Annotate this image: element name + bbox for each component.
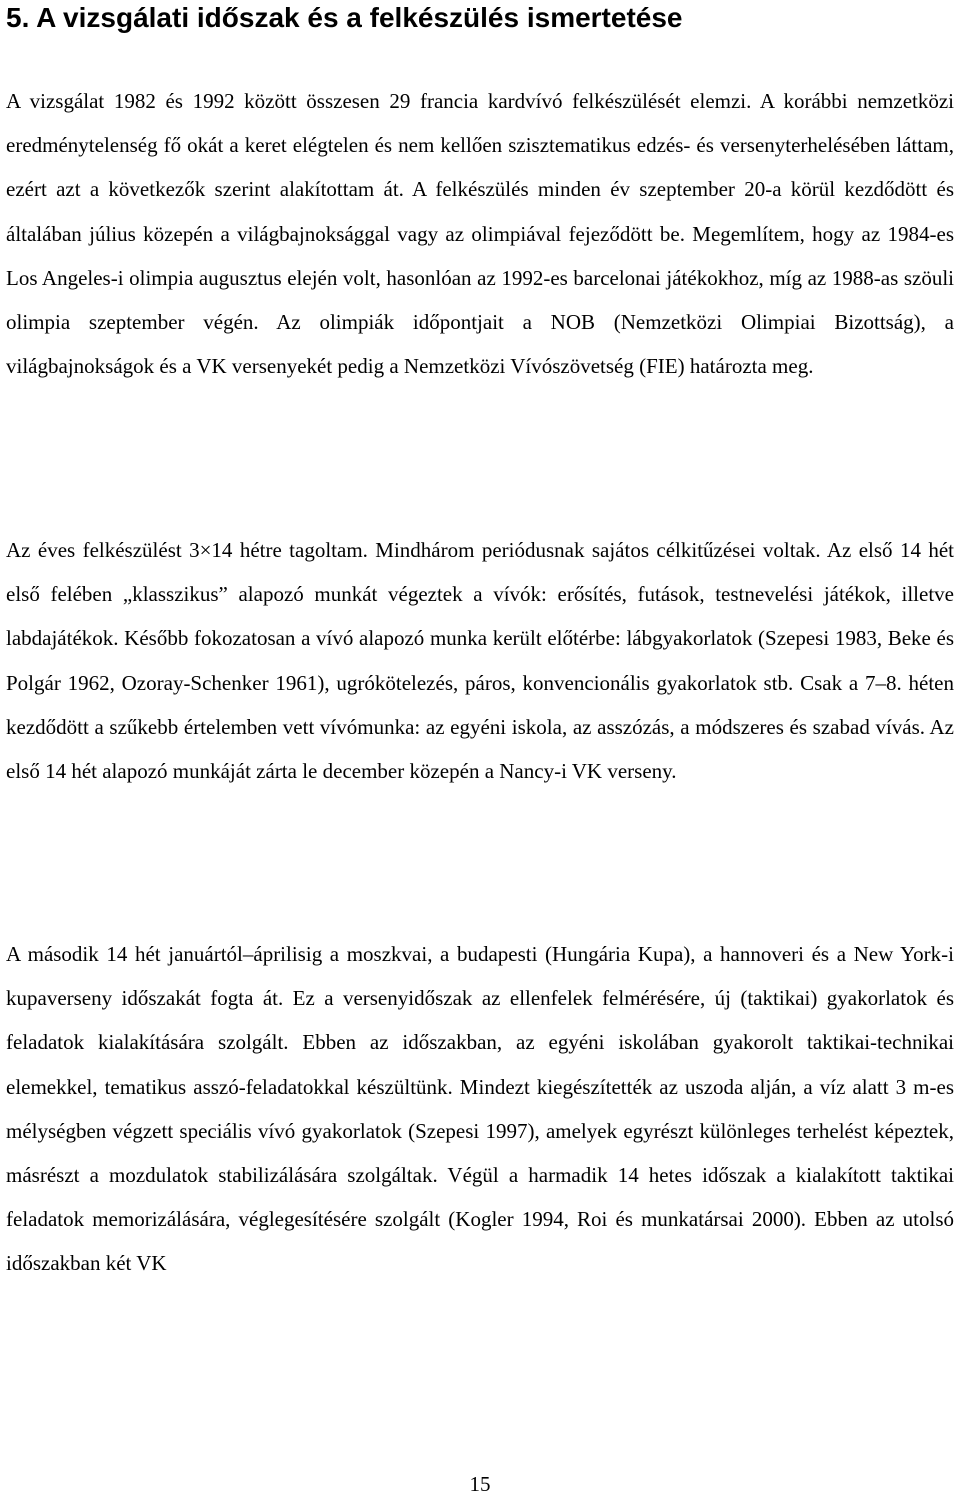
paragraph-2: Az éves felkészülést 3×14 hétre tagoltam. Mindhárom periódusnak sajátos célkitűzései voltak. Az első 14 hét első felében „klasszikus” alapozó munkát végeztek a vívók: erősítés, futások, testnevelési játékok, illetve labdajátékok. Később fokozatosan a vívó alapozó munka került előtérbe: lábgyakorlatok (Szepesi 1983, Beke és Polgár 1962, Ozoray-Schenker 1961), ugrókötelezés, páros, konvencionális gyakorlatok stb. Csak a 7–8. héten kezdődött a szűkebb értelemben vett vívómunka: az egyéni iskola, az asszózás, a módszeres és szabad vívás. Az első 14 hét alapozó munkáját zárta le december közepén a Nancy-i VK verseny. <box>6 538 954 784</box>
paragraph-3: A második 14 hét januártól–áprilisig a moszkvai, a budapesti (Hungária Kupa), a hannoveri és a New York-i kupaverseny időszakát fogta át. Ez a versenyidőszak az ellenfelek felmérésére, új (taktikai) gyakorlatok és feladatok kialakítására szolgált. Ebben az időszakban, az egyéni iskolában gyakorolt taktikai-technikai elemekkel, tematikus asszó-feladatokkal készültünk. Mindezt kiegészítették az uszoda alján, a víz alatt 3 m-es mélységben végzett speciális vívó gyakorlatok (Szepesi 1997), amelyek egyrészt különleges terhelést képeztek, másrészt a mozdulatok stabilizálására szolgáltak. Végül a harmadik 14 hetes időszak a kialakított taktikai feladatok memorizálására, véglegesítésére szolgált (Kogler 1994, Roi és munkatársai 2000). Ebben az utolsó időszakban két VK <box>6 942 954 1276</box>
section-heading: 5. A vizsgálati időszak és a felkészülés ismertetése <box>6 2 683 33</box>
page-number: 15 <box>469 1472 491 1496</box>
paragraph-1: A vizsgálat 1982 és 1992 között összesen 29 francia kardvívó felkészülését elemzi. A korábbi nemzetközi eredménytelenség fő okát a keret elégtelen és nem kellően szisztematikus edzés- és versenyterhelésében láttam, ezért azt a következők szerint alakítottam át. A felkészülés minden év szeptember 20-a körül kezdődött és általában július közepén a világbajnoksággal vagy az olimpiával fejeződött be. Megemlítem, hogy az 1984-es Los Angeles-i olimpia augusztus elején volt, hasonlóan az 1992-es barcelonai játékokhoz, míg az 1988-as szöuli olimpia szeptember végén. Az olimpiák időpontjait a NOB (Nemzetközi Olimpiai Bizottság), a világbajnokságok és a VK versenyekét pedig a Nemzetközi Vívószövetség (FIE) határozta meg. <box>6 89 954 379</box>
